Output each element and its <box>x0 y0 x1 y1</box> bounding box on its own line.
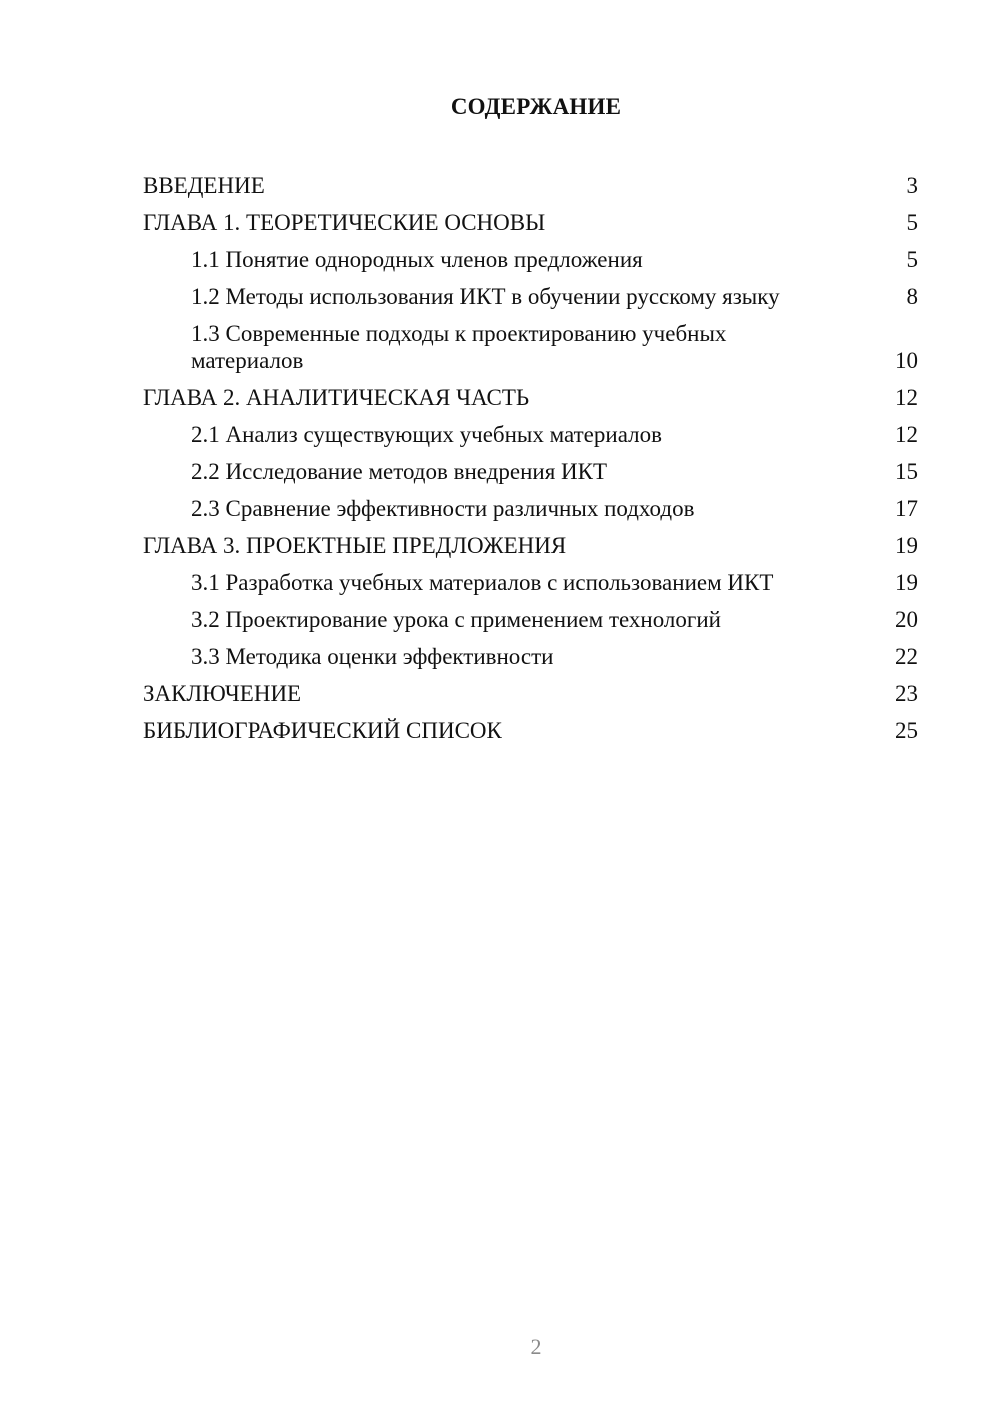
toc-chapter-entry <box>143 205 918 242</box>
toc-entry-page: 5 <box>906 247 918 272</box>
toc-entry-page: 19 <box>895 570 918 595</box>
toc-entry-title: БИБЛИОГРАФИЧЕСКИЙ СПИСОК <box>143 718 502 743</box>
toc-entry-title: 3.3 Методика оценки эффективности <box>191 644 554 669</box>
toc-entry-title: ЗАКЛЮЧЕНИЕ <box>143 681 302 706</box>
toc-entry-page: 19 <box>895 533 918 558</box>
toc-entry-title: 2.3 Сравнение эффективности различных подходов <box>191 496 695 521</box>
toc-chapter-entry <box>143 713 918 750</box>
toc-section-entry <box>143 565 918 602</box>
toc-section-entry <box>143 491 918 528</box>
toc-section-entry <box>143 602 918 639</box>
toc-entry-title: 1.2 Методы использования ИКТ в обучении русскому языку <box>191 284 780 309</box>
toc-chapter-entry <box>143 676 918 713</box>
toc-chapter-entry <box>143 168 918 205</box>
toc-chapter-entry <box>143 380 918 417</box>
toc-entry-page: 10 <box>895 348 918 373</box>
page-number: 2 <box>530 1334 542 1359</box>
toc-section-entry <box>143 279 918 316</box>
toc-entry-title: 3.1 Разработка учебных материалов с использованием ИКТ <box>191 570 774 595</box>
toc-entry-title: 2.2 Исследование методов внедрения ИКТ <box>191 459 608 484</box>
toc-section-entry <box>143 639 918 676</box>
toc-entry-page: 22 <box>895 644 918 669</box>
toc-entry-title: ГЛАВА 1. ТЕОРЕТИЧЕСКИЕ ОСНОВЫ <box>143 210 546 235</box>
toc-entry-page: 25 <box>895 718 918 743</box>
toc-section-entry <box>143 316 918 380</box>
toc-entry-title: ГЛАВА 2. АНАЛИТИЧЕСКАЯ ЧАСТЬ <box>143 385 530 410</box>
toc-entry-page: 12 <box>895 385 918 410</box>
toc-entry-page: 8 <box>906 284 918 309</box>
toc-entry-title: 1.3 Современные подходы к проектированию учебных материалов <box>191 321 727 373</box>
toc-entry-page: 3 <box>906 173 918 198</box>
toc-title: СОДЕРЖАНИЕ <box>450 94 622 119</box>
toc-entry-title: 1.1 Понятие однородных членов предложения <box>191 247 643 272</box>
table-of-contents <box>143 168 918 750</box>
toc-section-entry <box>143 242 918 279</box>
toc-entry-title: ГЛАВА 3. ПРОЕКТНЫЕ ПРЕДЛОЖЕНИЯ <box>143 533 567 558</box>
toc-entry-title: 2.1 Анализ существующих учебных материалов <box>191 422 662 447</box>
toc-section-entry <box>143 454 918 491</box>
toc-entry-title: ВВЕДЕНИЕ <box>143 173 265 198</box>
toc-entry-page: 20 <box>895 607 918 632</box>
toc-entry-page: 15 <box>895 459 918 484</box>
toc-entry-page: 17 <box>895 496 918 521</box>
toc-section-entry <box>143 417 918 454</box>
toc-entry-page: 12 <box>895 422 918 447</box>
toc-entry-page: 23 <box>895 681 918 706</box>
toc-chapter-entry <box>143 528 918 565</box>
toc-entry-page: 5 <box>906 210 918 235</box>
toc-entry-title: 3.2 Проектирование урока с применением технологий <box>191 607 721 632</box>
